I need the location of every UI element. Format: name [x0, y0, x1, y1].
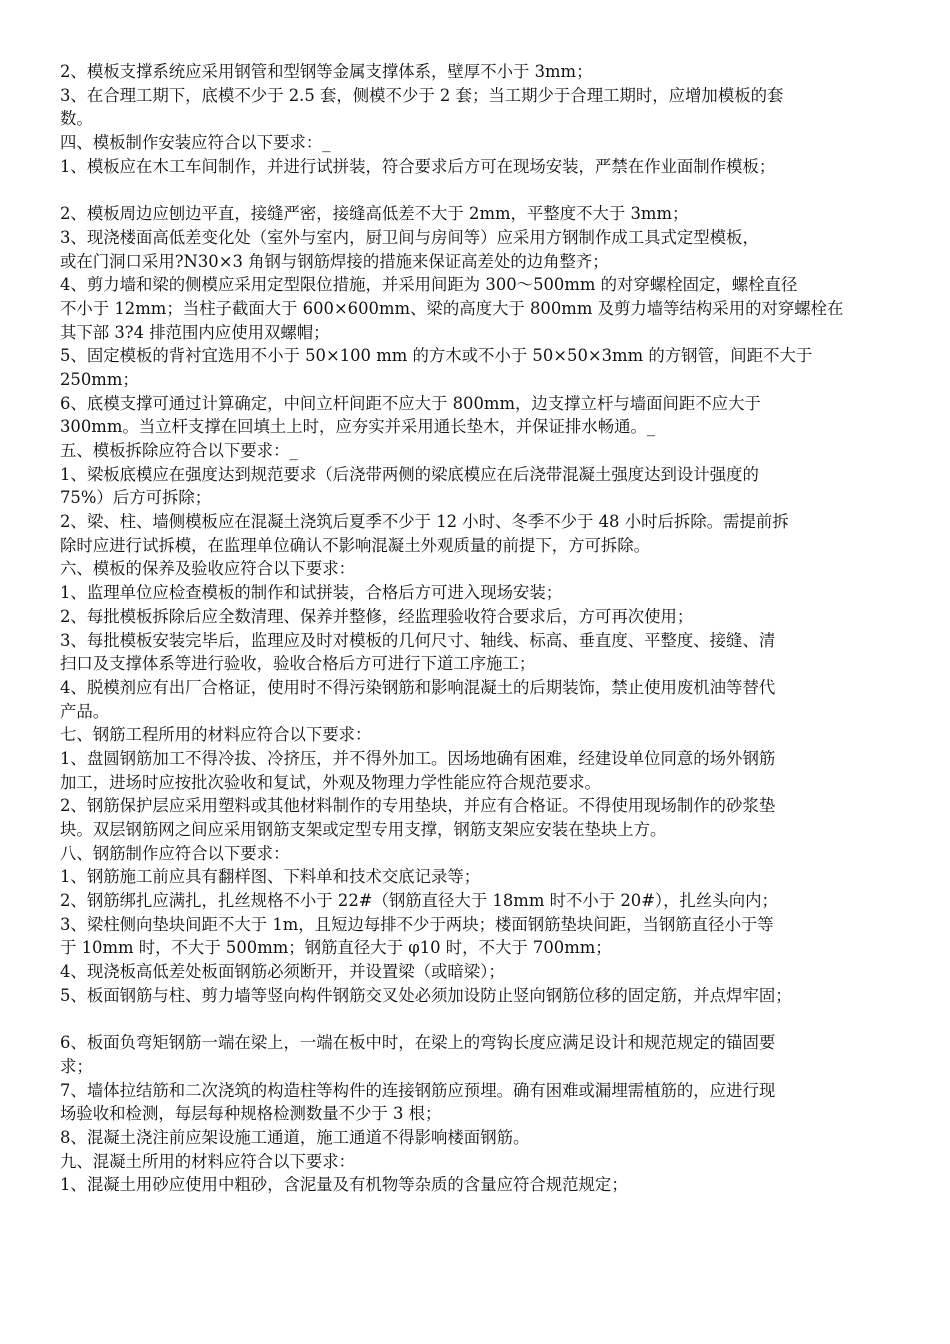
text-line: 4、现浇板高低差处板面钢筋必须断开，并设置梁（或暗梁）； [60, 962, 505, 982]
text-line: 4、剪力墙和梁的侧模应采用定型限位措施，并采用间距为 300～500mm 的对穿螺栓固定，螺栓直径 [60, 275, 798, 295]
text-line: 3、每批模板安装完毕后，监理应及时对模板的几何尺寸、轴线、标高、垂直度、平整度、接缝、清 [60, 630, 776, 650]
text-line: 1、监理单位应检查模板的制作和试拼装，合格后方可进入现场安装； [60, 583, 563, 603]
text-line: 2、钢筋保护层应采用塑料或其他材料制作的专用垫块，并应有合格证。不得使用现场制作的砂浆垫 [60, 796, 776, 816]
text-line: 1、混凝土用砂应使用中粗砂，含泥量及有机物等杂质的含量应符合规范规定； [60, 1175, 628, 1195]
text-line: 九、混凝土所用的材料应符合以下要求： [60, 1151, 356, 1171]
text-line: 1、梁板底模应在强度达到规范要求（后浇带两侧的梁底模应在后浇带混凝土强度达到设计强度的 [60, 464, 759, 484]
text-line: 8、混凝土浇注前应架设施工通道，施工通道不得影响楼面钢筋。 [60, 1127, 530, 1147]
text-line: 于 10mm 时，不大于 500mm；钢筋直径大于 φ10 时，不大于 700mm； [60, 938, 612, 958]
text-line: 2、每批模板拆除后应全数清理、保养并整修，经监理验收符合要求后，方可再次使用； [60, 606, 694, 626]
text-line: 四、模板制作安装应符合以下要求：_ [60, 133, 331, 153]
blank-line [60, 1008, 900, 1032]
text-line: 7、墙体拉结筋和二次浇筑的构造柱等构件的连接钢筋应预埋。确有困难或漏埋需植筋的，应进行现 [60, 1080, 776, 1100]
text-line: 数。 [60, 109, 93, 129]
text-line: 场验收和检测，每层每种规格检测数量不少于 3 根； [60, 1104, 442, 1124]
text-line: 2、钢筋绑扎应满扎，扎丝规格不小于 22#（钢筋直径大于 18mm 时不小于 20#），扎丝头向内； [60, 891, 778, 911]
text-line: 或在门洞口采用?N30×3 角钢与钢筋焊接的措施来保证高差处的边角整齐； [60, 251, 609, 271]
text-line: 加工，进场时应按批次验收和复试，外观及物理力学性能应符合规范要求。 [60, 772, 601, 792]
text-line: 5、板面钢筋与柱、剪力墙等竖向构件钢筋交叉处必须加设防止竖向钢筋位移的固定筋，并点焊牢固； [60, 985, 792, 1005]
text-line: 6、板面负弯矩钢筋一端在梁上，一端在板中时，在梁上的弯钩长度应满足设计和规范规定的锚固要 [60, 1033, 776, 1053]
text-line: 300mm。当立杆支撑在回填土上时，应夯实并采用通长垫木，并保证排水畅通。_ [60, 417, 656, 437]
text-line: 不小于 12mm；当柱子截面大于 600×600mm、梁的高度大于 800mm 及剪力墙等结构采用的对穿螺栓在 [60, 298, 844, 318]
text-line: 1、盘圆钢筋加工不得冷拔、冷挤压，并不得外加工。因场地确有困难，经建设单位同意的场外钢筋 [60, 748, 776, 768]
text-line: 3、在合理工期下，底模不少于 2.5 套，侧模不少于 2 套；当工期少于合理工期时，应增加模板的套 [60, 85, 784, 105]
text-line: 2、梁、柱、墙侧模板应在混凝土浇筑后夏季不少于 12 小时、冬季不少于 48 小时后拆除。需提前拆 [60, 512, 789, 532]
text-line: 4、脱模剂应有出厂合格证，使用时不得污染钢筋和影响混凝土的后期装饰，禁止使用废机油等替代 [60, 677, 776, 697]
text-line: 5、固定模板的背衬宜选用不小于 50×100 mm 的方木或不小于 50×50×3mm 的方钢管，间距不大于 [60, 346, 813, 366]
text-line: 产品。 [60, 701, 110, 721]
text-line: 八、钢筋制作应符合以下要求： [60, 843, 290, 863]
text-line: 六、模板的保养及验收应符合以下要求： [60, 559, 356, 579]
text-line: 250mm； [60, 369, 139, 389]
text-line: 3、梁柱侧向垫块间距不大于 1m，且短边每排不少于两块；楼面钢筋垫块间距，当钢筋直径小于等 [60, 914, 774, 934]
document-body [60, 60, 900, 1197]
text-line: 6、底模支撑可通过计算确定，中间立杆间距不应大于 800mm，边支撑立杆与墙面间距不应大于 [60, 393, 761, 413]
text-line: 除时应进行试拆模，在监理单位确认不影响混凝土外观质量的前提下，方可拆除。 [60, 535, 651, 555]
text-line: 五、模板拆除应符合以下要求：_ [60, 441, 298, 460]
text-line: 七、钢筋工程所用的材料应符合以下要求： [60, 725, 372, 745]
text-line: 2、模板支撑系统应采用钢管和型钢等金属支撑体系，壁厚不小于 3mm； [60, 62, 593, 81]
text-line: 75%）后方可拆除； [60, 488, 212, 508]
text-line: 1、钢筋施工前应具有翻样图、下料单和技术交底记录等； [60, 867, 481, 887]
blank-line [60, 178, 900, 202]
text-line: 块。双层钢筋网之间应采用钢筋支架或定型专用支撑，钢筋支架应安装在垫块上方。 [60, 820, 667, 839]
text-line: 2、模板周边应刨边平直，接缝严密，接缝高低差不大于 2mm，平整度不大于 3mm； [60, 204, 689, 224]
text-line: 求； [60, 1056, 93, 1076]
text-line: 1、模板应在木工车间制作，并进行试拼装，符合要求后方可在现场安装，严禁在作业面制作模板； [60, 156, 776, 176]
text-line: 扫口及支撑体系等进行验收，验收合格后方可进行下道工序施工； [60, 654, 536, 674]
text-line: 其下部 3?4 排范围内应使用双螺帽； [60, 322, 330, 342]
text-line: 3、现浇楼面高低差变化处（室外与室内，厨卫间与房间等）应采用方钢制作成工具式定型模板， [60, 227, 759, 247]
